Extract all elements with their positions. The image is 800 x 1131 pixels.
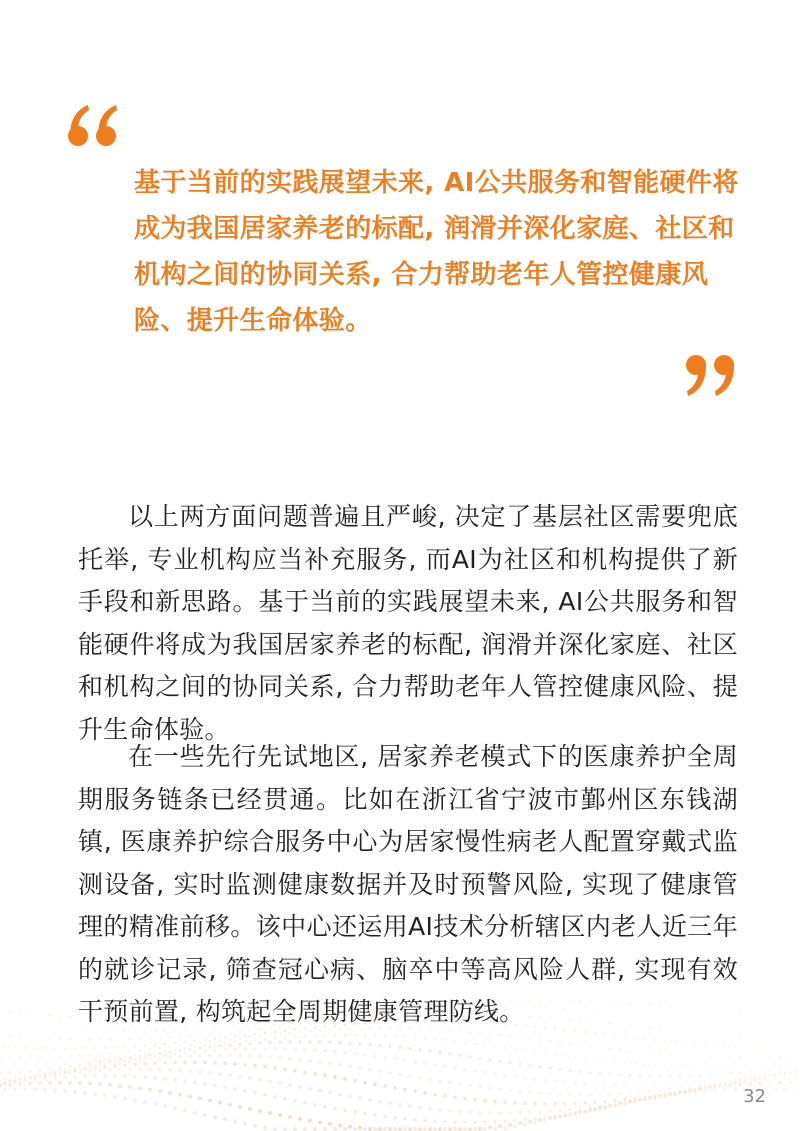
decorative-wave-dots — [0, 981, 800, 1131]
opening-quote-icon — [62, 96, 122, 156]
body-paragraph-1: 以上两方面问题普遍且严峻, 决定了基层社区需要兜底托举, 专业机构应当补充服务, 而AI为社区和机构提供了新手段和新思路。基于当前的实践展望未来, AI公共服务和智能硬件将成为我国居家养老的标配, 润滑并深化家庭、社区和机构之间的协同关系, 合力帮助老年人管控健康风险、提升生命体验。 — [78, 502, 738, 744]
body-paragraph-2: 在一些先行先试地区, 居家养老模式下的医康养护全周期服务链条已经贯通。比如在浙江省宁波市鄞州区东钱湖镇, 医康养护综合服务中心为居家慢性病老人配置穿戴式监测设备, 实时监测健康数据并及时预警风险, 实现了健康管理的精准前移。该中心还运用AI技术分析辖区内老人近三年的就诊记录, 筛查冠心病、脑卒中等高风险人群, 实现有效干预前置, 构筑起全周期健康管理防线。 — [78, 742, 738, 1026]
pull-quote: 基于当前的实践展望未来, AI公共服务和智能硬件将成为我国居家养老的标配, 润滑并深化家庭、社区和机构之间的协同关系, 合力帮助老年人管控健康风险、提升生命体验。 — [134, 168, 739, 336]
page-number: 32 — [743, 1086, 766, 1107]
closing-quote-icon — [680, 345, 740, 405]
